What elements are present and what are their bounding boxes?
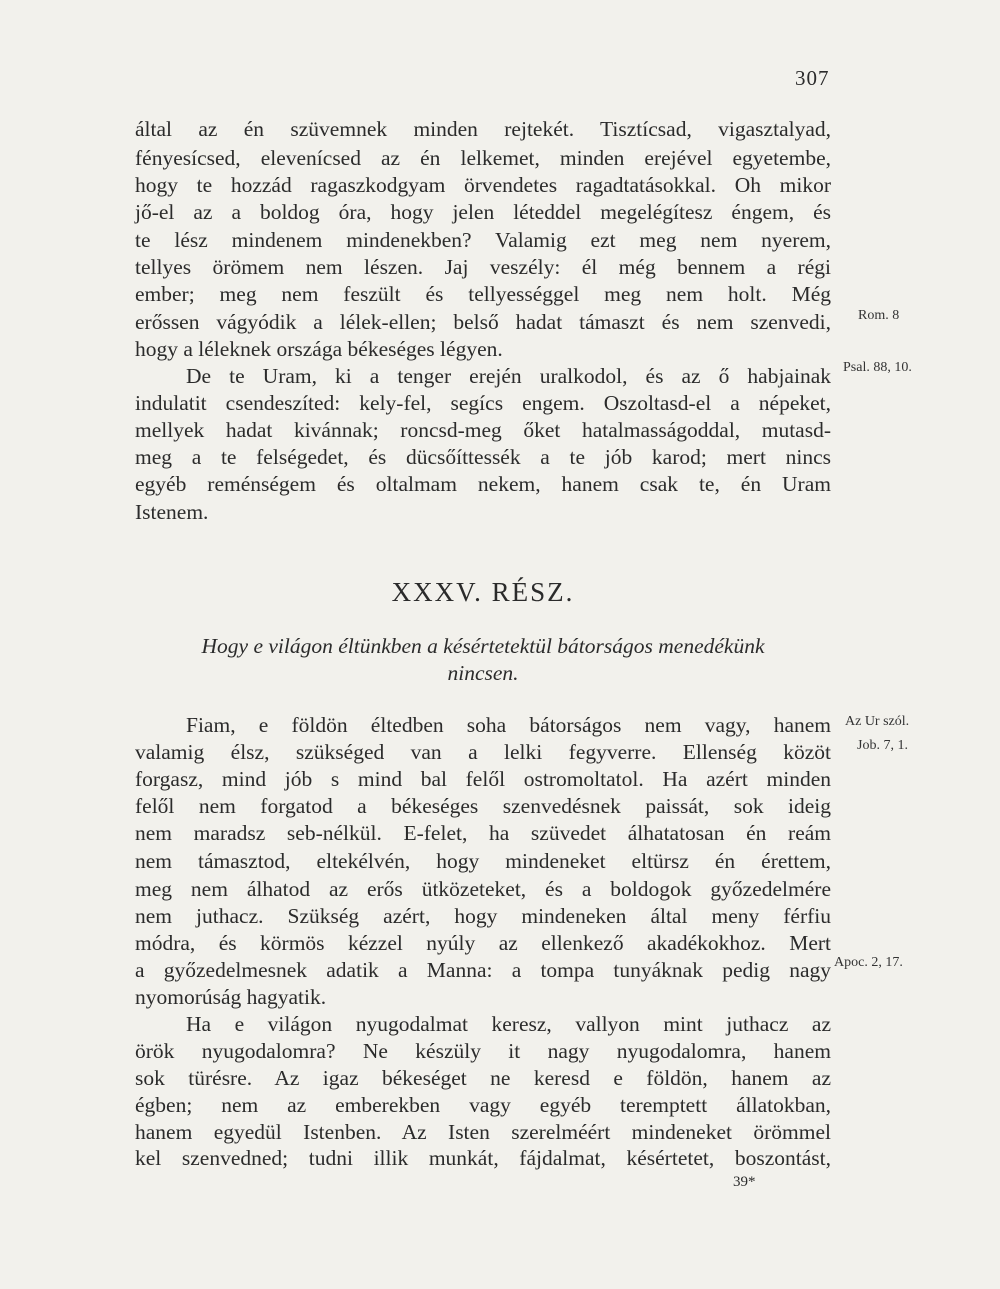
text-line: te lész mindenem mindenekben? Valamig ezt meg nem nyerem, <box>135 228 831 252</box>
margin-note-rom: Rom. 8 <box>858 308 900 323</box>
text-line: fényesícsed, elevenícsed az én lelkemet, minden erejével egyetembe, <box>135 146 831 170</box>
text-line: nyomorúság hagyatik. <box>135 985 327 1009</box>
text-line: egyéb reménségem és oltalmam nekem, hanem csak te, én Uram <box>135 472 831 496</box>
margin-note-job: Job. 7, 1. <box>857 738 908 753</box>
text-line: Fiam, e földön éltedben soha bátorságos nem vagy, hanem <box>186 713 831 737</box>
text-line: kel szenvedned; tudni illik munkát, fájdalmat, késértetet, boszontást, <box>135 1146 831 1170</box>
text-line: hogy a léleknek országa békeséges légyen. <box>135 337 503 361</box>
text-line: hogy te hozzád ragaszkodgyam örvendetes ragadtatásokkal. Oh mikor <box>135 173 831 197</box>
text-line: forgasz, mind jób s mind bal felől ostromoltatol. Ha azért minden <box>135 767 831 791</box>
text-line: nem juthacz. Szükség azért, hogy mindeneken által meny férfiu <box>135 904 831 928</box>
page-number: 307 <box>795 66 830 90</box>
text-line: valamig élsz, szükséged van a lelki fegyverre. Ellenség közöt <box>135 740 831 764</box>
text-line: De te Uram, ki a tenger erején uralkodol, és az ő habjainak <box>186 364 831 388</box>
text-line: nem maradsz seb-nélkül. E-felet, ha szüvedet álhatatosan én reám <box>135 821 831 845</box>
text-line: Istenem. <box>135 500 209 524</box>
printer-signature: 39* <box>733 1174 756 1190</box>
chapter-subtitle: Hogy e világon éltünkben a késértetektül bátorságos menedékünk <box>201 634 765 658</box>
text-line: indulatit csendeszíted: kely-fel, segícs engem. Oszoltasd-el a népeket, <box>135 391 831 415</box>
text-line: hanem egyedül Istenben. Az Isten szerelméért mindeneket örömmel <box>135 1120 831 1144</box>
text-line: örök nyugodalomra? Ne készüly it nagy nyugodalomra, hanem <box>135 1039 831 1063</box>
text-line: felől nem forgatod a békeséges szenvedésnek paissát, sok ideig <box>135 794 831 818</box>
text-line: által az én szüvemnek minden rejtekét. Tisztícsad, vigasztalyad, <box>135 117 831 141</box>
text-line: jő-el az a boldog óra, hogy jelen léteddel megelégítesz éngem, és <box>135 200 831 224</box>
text-line: meg nem álhatod az erős ütközeteket, és a boldogok győzedelmére <box>135 877 831 901</box>
text-line: módra, és körmös kézzel nyúly az ellenkező akadékokhoz. Mert <box>135 931 831 955</box>
text-line: a győzedelmesnek adatik a Manna: a tompa tunyáknak pedig nagy <box>135 958 831 982</box>
text-line: mellyek hadat kivánnak; roncsd-meg őket hatalmasságoddal, mutasd- <box>135 418 831 442</box>
text-line: Ha e világon nyugodalmat keresz, vallyon mint juthacz az <box>186 1012 831 1036</box>
margin-note-apoc: Apoc. 2, 17. <box>834 955 903 970</box>
text-line: erőssen vágyódik a lélek-ellen; belső hadat támaszt és nem szenvedi, <box>135 310 831 334</box>
text-line: ember; meg nem feszült és tellyességgel meg nem holt. Még <box>135 282 831 306</box>
chapter-heading: XXXV. RÉSZ. <box>391 577 575 607</box>
margin-note-az-ur: Az Ur szól. <box>845 714 910 729</box>
text-line: meg a te felségedet, és dücsőíttessék a te jób karod; mert nincs <box>135 445 831 469</box>
text-line: nem támasztod, eltekélvén, hogy mindeneket eltürsz én érettem, <box>135 849 831 873</box>
text-line: sok türésre. Az igaz békeséget ne keresd e földön, hanem az <box>135 1066 831 1090</box>
margin-note-psal: Psal. 88, 10. <box>843 360 912 375</box>
text-line: égben; nem az emberekben vagy egyéb teremptett állatokban, <box>135 1093 831 1117</box>
text-line: tellyes örömem nem lészen. Jaj veszély: él még bennem a régi <box>135 255 831 279</box>
chapter-subtitle: nincsen. <box>447 661 519 685</box>
